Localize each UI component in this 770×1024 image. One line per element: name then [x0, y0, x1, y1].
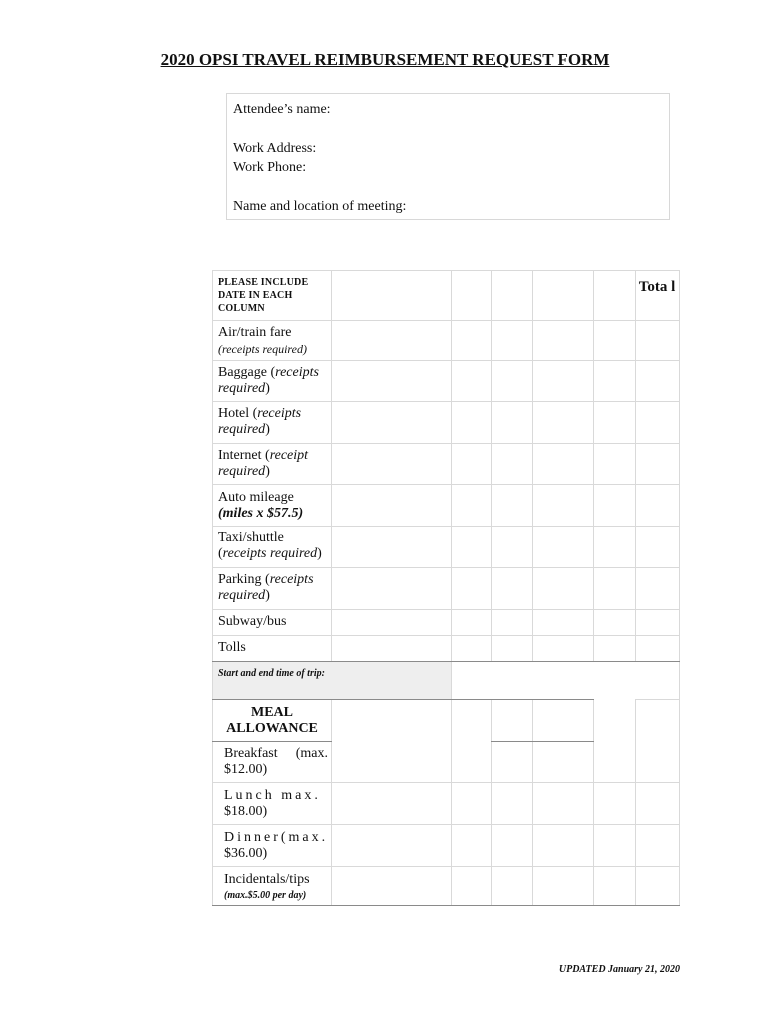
dinner-label: Dinner(max.: [224, 830, 329, 845]
updated-date: UPDATED January 21, 2020: [558, 964, 680, 975]
row-dinner: [224, 830, 330, 862]
row-auto-mileage: [218, 490, 330, 522]
baggage-note: receipts required: [218, 365, 319, 396]
row-taxi: Taxi/shuttle (receipts required): [218, 530, 330, 562]
date-column-header: PLEASE INCLUDE DATE IN EACH COLUMN: [218, 277, 309, 314]
work-address-label: Work Address:: [233, 141, 317, 156]
form-title: 2020 OPSI TRAVEL REIMBURSEMENT REQUEST FORM: [160, 50, 610, 69]
incidentals-label: Incidentals/tips: [224, 872, 310, 887]
air-train-note: (receipts required): [218, 342, 307, 356]
row-incidentals: [224, 872, 330, 904]
baggage-label: Baggage (: [218, 365, 276, 380]
baggage-close: ): [265, 381, 270, 396]
row-air-train: [218, 325, 330, 357]
auto-mileage-label: Auto mileage: [218, 490, 294, 505]
parking-note: receipts required: [218, 572, 314, 603]
internet-note: receipt required: [218, 448, 309, 479]
lunch-amount: $18.00): [224, 804, 268, 819]
parking-label: Parking (: [218, 572, 270, 587]
taxi-label: Taxi/shuttle: [218, 530, 284, 545]
parking-close: ): [265, 588, 270, 603]
air-train-label: Air/train fare: [218, 325, 292, 340]
hotel-close: ): [265, 422, 270, 437]
meal-allowance-header: MEAL ALLOWANCE: [226, 705, 318, 736]
breakfast-label: Breakfast (max. $12.00): [224, 746, 328, 777]
row-lunch: [224, 788, 330, 820]
subway-bus-label: Subway/bus: [218, 614, 287, 629]
internet-label: Internet (: [218, 448, 270, 463]
lunch-label: Lunch max.: [224, 788, 321, 803]
dinner-amount: $36.00): [224, 846, 268, 861]
trip-time-label: Start and end time of trip:: [218, 668, 325, 679]
total-column-header: Tota l: [638, 279, 676, 295]
tolls-label: Tolls: [218, 640, 246, 655]
internet-close: ): [265, 464, 270, 479]
row-hotel: [218, 406, 330, 438]
row-parking: [218, 572, 330, 604]
meeting-label: Name and location of meeting:: [233, 199, 407, 214]
attendee-name-label: Attendee’s name:: [233, 102, 331, 117]
taxi-note: receipts required: [222, 546, 318, 561]
hotel-note: receipts required: [218, 406, 302, 437]
hotel-label: Hotel (: [218, 406, 258, 421]
work-phone-label: Work Phone:: [233, 160, 307, 175]
auto-mileage-note: (miles x $57.5): [218, 506, 304, 521]
row-baggage: [218, 365, 330, 397]
incidentals-note: (max.$5.00 per day): [224, 890, 307, 901]
row-internet: [218, 448, 330, 480]
